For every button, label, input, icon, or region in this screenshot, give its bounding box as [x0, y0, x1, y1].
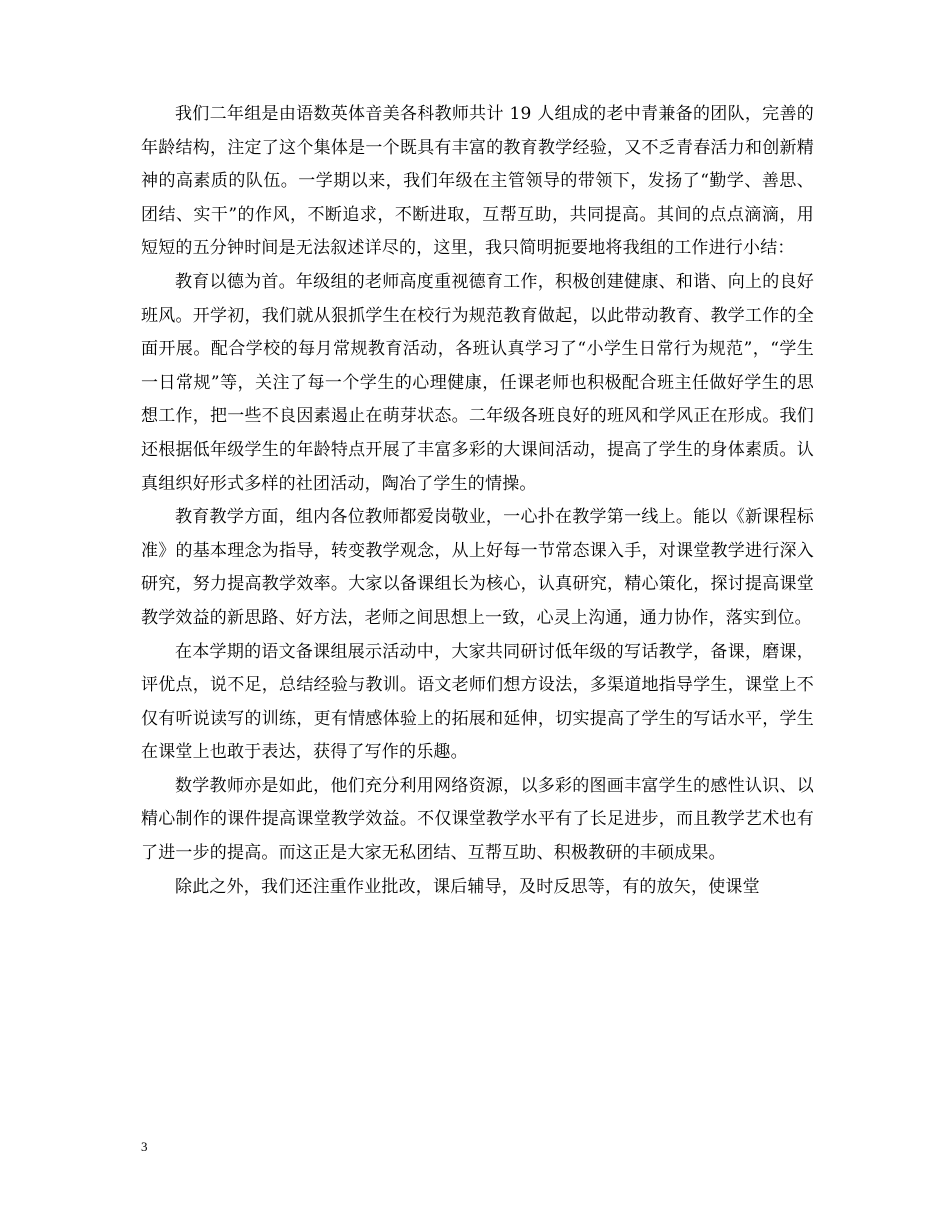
page-number: 3 [141, 1139, 148, 1154]
document-body [141, 98, 814, 904]
paragraph-1: 我们二年组是由语数英体音美各科教师共计 19 人组成的老中青兼备的团队，完善的年龄结构，注定了这个集体是一个既具有丰富的教育教学经验，又不乏青春活力和创新精神的高素质的队伍。一学期以来，我们年级在主管领导的带领下，发扬了“勤学、善思、团结、实干”的作风，不断追求，不断进取，互帮互助，共同提高。其间的点点滴滴，用短短的五分钟时间是无法叙述详尽的，这里，我只简明扼要地将我组的工作进行小结： [141, 104, 814, 259]
paragraph-6: 除此之外，我们还注重作业批改，课后辅导，及时反思等，有的放矢，使课堂 [175, 876, 760, 897]
paragraph-2: 教育以德为首。年级组的老师高度重视德育工作，积极创建健康、和谐、向上的良好班风。开学初，我们就从狠抓学生在校行为规范教育做起，以此带动教育、教学工作的全面开展。配合学校的每月常规教育活动，各班认真学习了“小学生日常行为规范”，“学生一日常规”等，关注了每一个学生的心理健康，任课老师也积极配合班主任做好学生的思想工作，把一些不良因素遏止在萌芽状态。二年级各班良好的班风和学风正在形成。我们还根据低年级学生的年龄特点开展了丰富多彩的大课间活动，提高了学生的身体素质。认真组织好形式多样的社团活动，陶冶了学生的情操。 [141, 271, 814, 494]
paragraph-3: 教育教学方面，组内各位教师都爱岗敬业，一心扑在教学第一线上。能以《新课程标准》的基本理念为指导，转变教学观念，从上好每一节常态课入手，对课堂教学进行深入研究，努力提高教学效率。大家以备课组长为核心，认真研究，精心策化，探讨提高课堂教学效益的新思路、好方法，老师之间思想上一致，心灵上沟通，通力协作，落实到位。 [141, 507, 814, 628]
paragraph-5: 数学教师亦是如此，他们充分利用网络资源，以多彩的图画丰富学生的感性认识、以精心制作的课件提高课堂教学效益。不仅课堂教学水平有了长足进步，而且教学艺术也有了进一步的提高。而这正是大家无私团结、互帮互助、积极教研的丰硕成果。 [141, 775, 814, 864]
paragraph-4: 在本学期的语文备课组展示活动中，大家共同研讨低年级的写话教学，备课，磨课，评优点，说不足，总结经验与教训。语文老师们想方设法，多渠道地指导学生，课堂上不仅有听说读写的训练，更有情感体验上的拓展和延伸，切实提高了学生的写话水平，学生在课堂上也敢于表达，获得了写作的乐趣。 [141, 641, 814, 763]
